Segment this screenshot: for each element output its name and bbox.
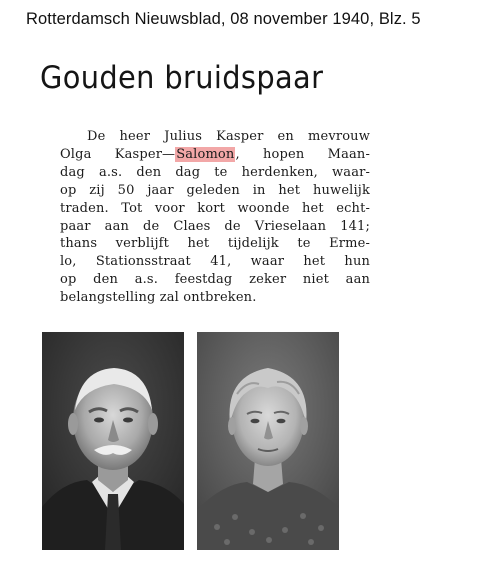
article-line: belangstelling zal ontbreken. <box>60 290 257 306</box>
article-line: paar aan de Claes de Vrieselaan 141; <box>60 218 370 234</box>
article-body <box>60 128 370 307</box>
article-line: lo, Stationsstraat 41, waar het hun <box>60 254 370 270</box>
article-text: Olga Kasper— <box>60 146 176 162</box>
newspaper-clipping <box>30 52 450 562</box>
article-text: , hopen Maan- <box>235 146 371 162</box>
article-line: De heer Julius Kasper en mevrouw <box>87 129 370 144</box>
article-line: op zij 50 jaar geleden in het huwelijk <box>60 182 370 198</box>
article-line <box>60 146 370 164</box>
wife-portrait <box>197 332 339 550</box>
husband-portrait <box>42 332 184 550</box>
source-citation: Rotterdamsch Nieuwsblad, 08 november 1940, Blz. 5 <box>26 10 421 28</box>
article-line: thans verblijft het tijdelijk te Erme- <box>60 236 370 252</box>
husband-portrait-image <box>42 332 184 550</box>
headline: Gouden bruidspaar <box>40 60 324 96</box>
wife-portrait-image <box>197 332 339 550</box>
article-line: dag a.s. den dag te herdenken, waar- <box>60 164 370 180</box>
article-line: traden. Tot voor kort woonde het echt- <box>60 200 370 216</box>
highlighted-name: Salomon <box>176 146 235 162</box>
article-line: op den a.s. feestdag zeker niet aan <box>60 272 370 288</box>
